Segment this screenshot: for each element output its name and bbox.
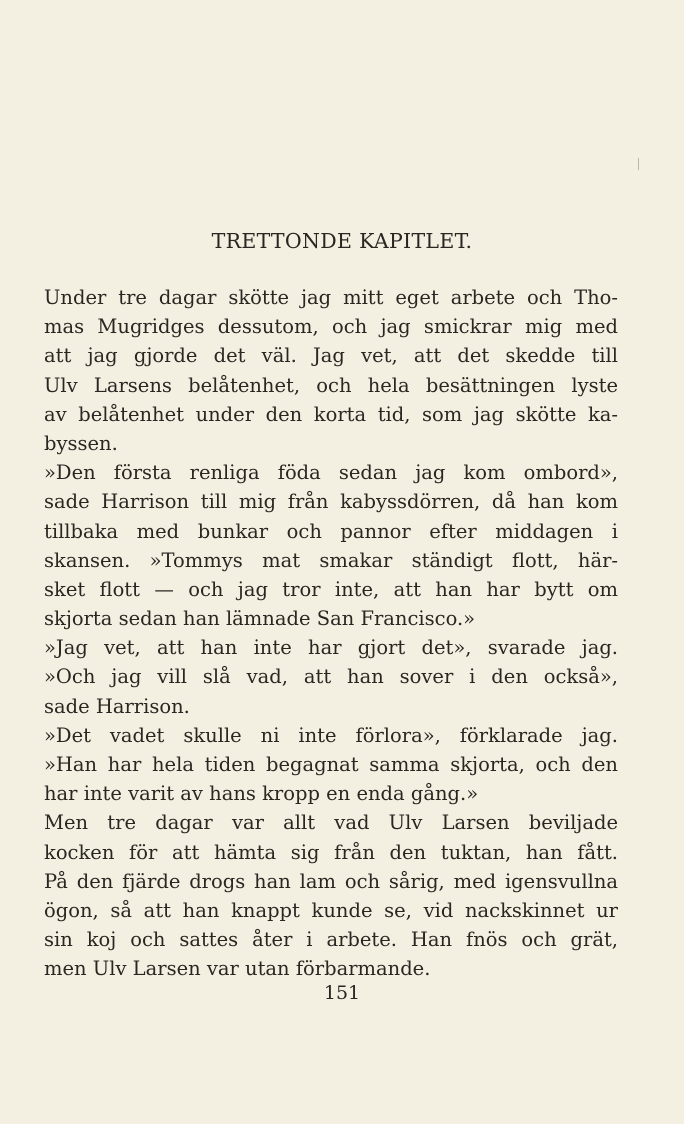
text-line: kocken för att hämta sig från den tuktan, han fått. xyxy=(44,840,618,864)
text-line: byssen. xyxy=(44,431,118,455)
text-line: skjorta sedan han lämnade San Francisco.» xyxy=(44,607,476,631)
chapter-title: TRETTONDE KAPITLET. xyxy=(211,229,473,253)
text-line: »Och jag vill slå vad, att han sover i den också», xyxy=(44,665,618,689)
text-line: har inte varit av hans kropp en enda gång.» xyxy=(44,782,479,806)
text-line: att jag gjorde det väl. Jag vet, att det skedde till xyxy=(44,344,618,368)
text-line: »Jag vet, att han inte har gjort det», svarade jag. xyxy=(44,636,618,660)
text-line: Under tre dagar skötte jag mitt eget arbete och Tho- xyxy=(44,286,618,309)
body-text xyxy=(44,283,618,984)
text-line: ögon, så att han knappt kunde se, vid nackskinnet ur xyxy=(44,898,618,922)
text-line: sket flott — och jag tror inte, att han har bytt om xyxy=(44,577,618,601)
text-line: »Det vadet skulle ni inte förlora», förklarade jag. xyxy=(44,723,618,747)
text-line: sade Harrison. xyxy=(44,694,190,718)
text-line: På den fjärde drogs han lam och sårig, med igensvullna xyxy=(44,869,618,893)
text-line: av belåtenhet under den korta tid, som jag skötte ka- xyxy=(44,402,618,426)
text-line: sin koj och sattes åter i arbete. Han fnös och grät, xyxy=(44,928,618,952)
text-line: »Den första renliga föda sedan jag kom ombord», xyxy=(44,461,618,485)
text-line: skansen. »Tommys mat smakar ständigt flott, här- xyxy=(44,548,618,572)
text-line: men Ulv Larsen var utan förbarmande. xyxy=(44,957,431,981)
text-line: sade Harrison till mig från kabyssdörren, då han kom xyxy=(44,490,618,514)
text-line: »Han har hela tiden begagnat samma skjorta, och den xyxy=(44,753,618,776)
page-number: 151 xyxy=(323,982,361,1004)
text-line: Ulv Larsens belåtenhet, och hela besättningen lyste xyxy=(44,373,618,397)
text-line: mas Mugridges dessutom, och jag smickrar mig med xyxy=(44,315,618,339)
text-line: Men tre dagar var allt vad Ulv Larsen beviljade xyxy=(44,811,618,835)
paper-speck xyxy=(638,158,639,170)
text-line: tillbaka med bunkar och pannor efter middagen i xyxy=(44,519,618,543)
